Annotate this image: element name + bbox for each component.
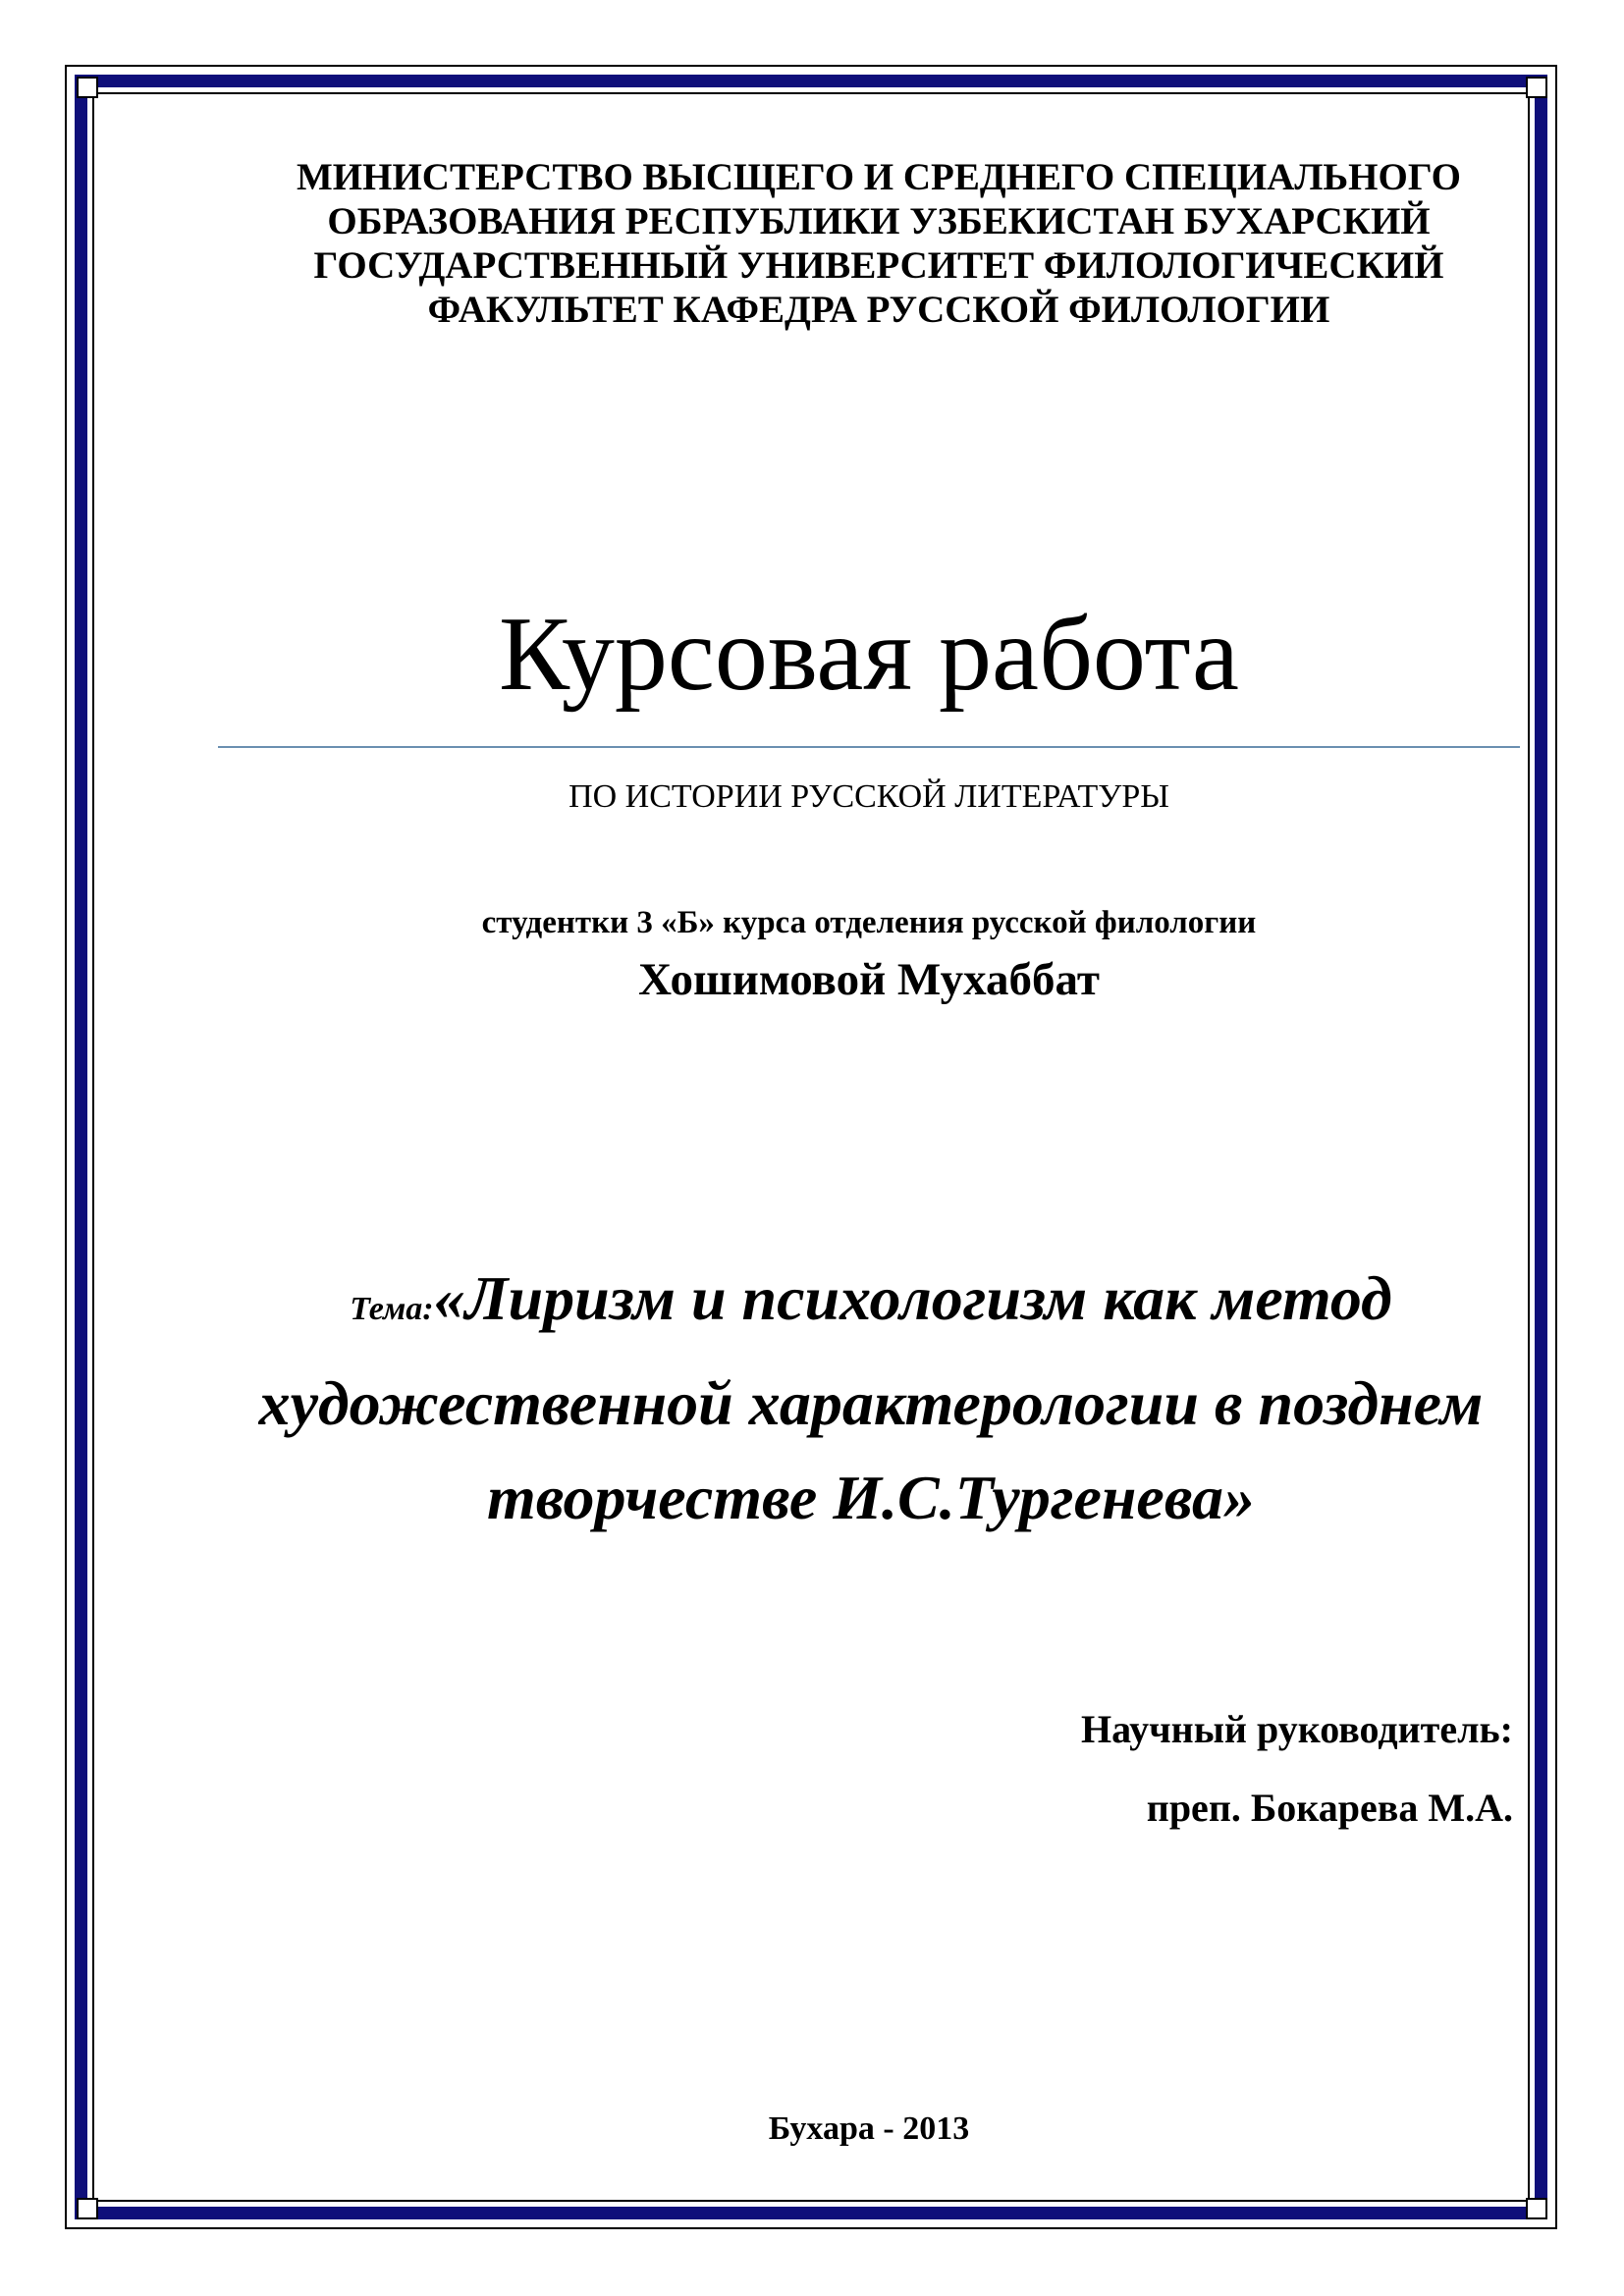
ministry-line: ГОСУДАРСТВЕННЫЙ УНИВЕРСИТЕТ ФИЛОЛОГИЧЕСКИЙ [313,244,1444,287]
page-border-inner [92,92,1530,2202]
supervisor-label: Научный руководитель: [1081,1707,1513,1751]
topic-line-2: художественной характерологии в позднем [258,1368,1484,1438]
student-description: студентки 3 «Б» курса отделения русской филологии [481,905,1257,940]
ministry-line: ФАКУЛЬТЕТ КАФЕДРА РУССКОЙ ФИЛОЛОГИИ [427,289,1330,331]
border-corner-top-right [1526,77,1547,98]
topic-label: Тема: [350,1291,434,1327]
topic-text: «Лиризм и психологизм как метод [433,1263,1392,1333]
ministry-header [245,155,1512,332]
supervisor-name: преп. Бокарева М.А. [1146,1786,1513,1830]
city-year: Бухара - 2013 [768,2110,970,2147]
student-name: Хошимовой Мухаббат [638,954,1100,1005]
topic-block [228,1252,1514,1545]
ministry-line: МИНИСТЕРСТВО ВЫСЩЕГО И СРЕДНЕГО СПЕЦИАЛЬНОГО [296,156,1462,198]
border-corner-bottom-right [1526,2198,1547,2219]
document-title: Курсовая работа [499,596,1239,713]
ministry-line: ОБРАЗОВАНИЯ РЕСПУБЛИКИ УЗБЕКИСТАН БУХАРСКИЙ [327,200,1431,242]
topic-line-1 [228,1252,1514,1357]
subject-line: ПО ИСТОРИИ РУССКОЙ ЛИТЕРАТУРЫ [568,778,1169,815]
topic-line-3: творчестве И.С.Тургенева» [487,1463,1255,1532]
border-corner-top-left [77,77,98,98]
title-divider [218,746,1520,748]
border-corner-bottom-left [77,2198,98,2219]
